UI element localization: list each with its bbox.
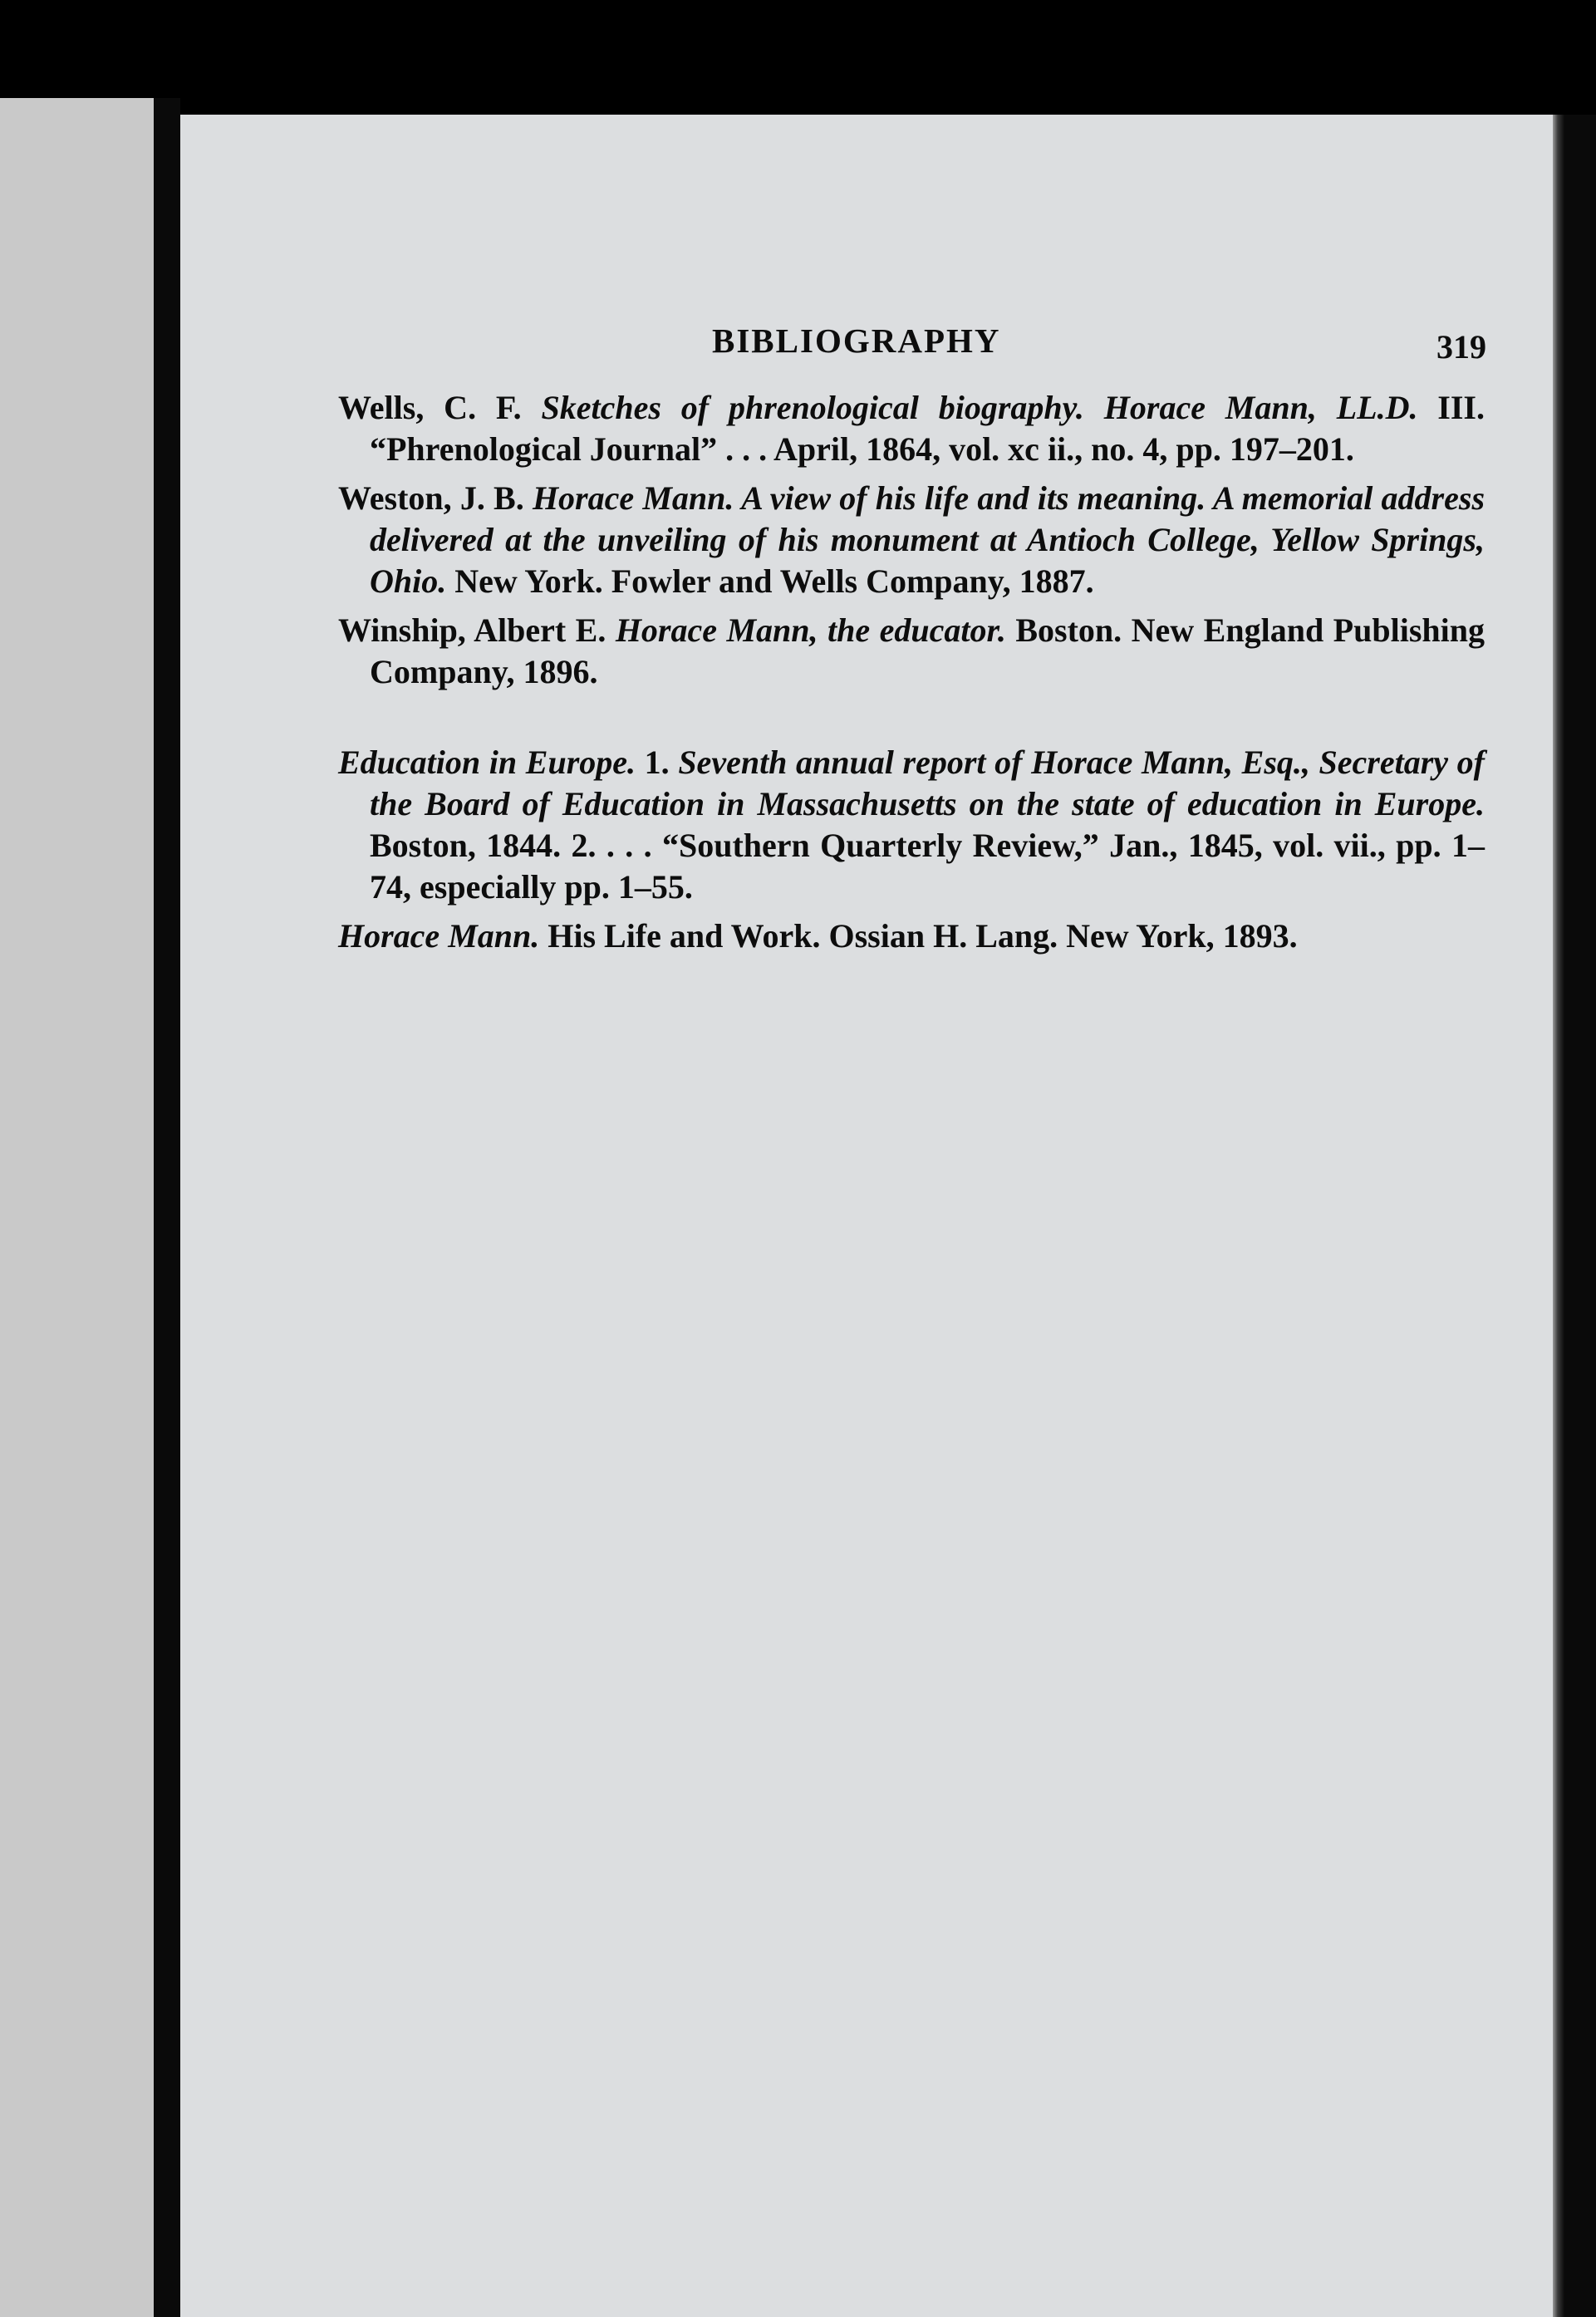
book-gutter [154,98,180,2317]
bibliography-entry [338,478,1485,602]
facing-page-edge [0,98,154,2317]
entry-title: Seventh annual report of Horace Mann, Esq., Secretary of the Board of Education in Massachusetts on the state of education in Europe. [370,744,1486,822]
bibliography-entry [338,387,1485,470]
entry-title: Horace Mann. [338,917,540,955]
entry-text: III. “Phrenological Journal” . . . April, 1864, vol. xc ii., no. 4, pp. 197–201. [370,389,1485,468]
section-gap [338,700,1485,742]
running-head [338,321,1485,387]
running-title: BIBLIOGRAPHY [712,322,1001,360]
entry-text: Winship, Albert E. [338,611,616,649]
entry-title: Sketches of phrenological biography. Horace Mann, LL.D. [541,389,1418,426]
entry-text: Boston. New England Publishing Company, 1896. [370,611,1485,690]
entry-text: 1. [636,744,679,781]
page-text [338,321,1485,965]
bibliography-entry [338,610,1485,693]
entry-text: His Life and Work. Ossian H. Lang. New York, 1893. [539,917,1298,955]
entry-text: Boston, 1844. 2. . . . “Southern Quarterly Review,” Jan., 1845, vol. vii., pp. 1–74, especially pp. 1–55. [370,827,1485,906]
entry-text: Weston, J. B. [338,479,533,517]
entry-title: Education in Europe. [338,744,636,781]
entry-title: Horace Mann. A view of his life and its meaning. A memorial address delivered at the unveiling of his monument at Antioch College, Yellow Springs, Ohio. [370,479,1486,600]
book-page [180,115,1553,2317]
entry-text: Wells, C. F. [338,389,542,426]
page-number: 319 [1436,328,1486,366]
entry-text: New York. Fowler and Wells Company, 1887. [446,562,1094,600]
bibliography-entry [338,916,1485,957]
bibliography-entry [338,742,1485,908]
page-edge-shadow [1553,115,1596,2317]
entry-title: Horace Mann, the educator. [615,611,1006,649]
